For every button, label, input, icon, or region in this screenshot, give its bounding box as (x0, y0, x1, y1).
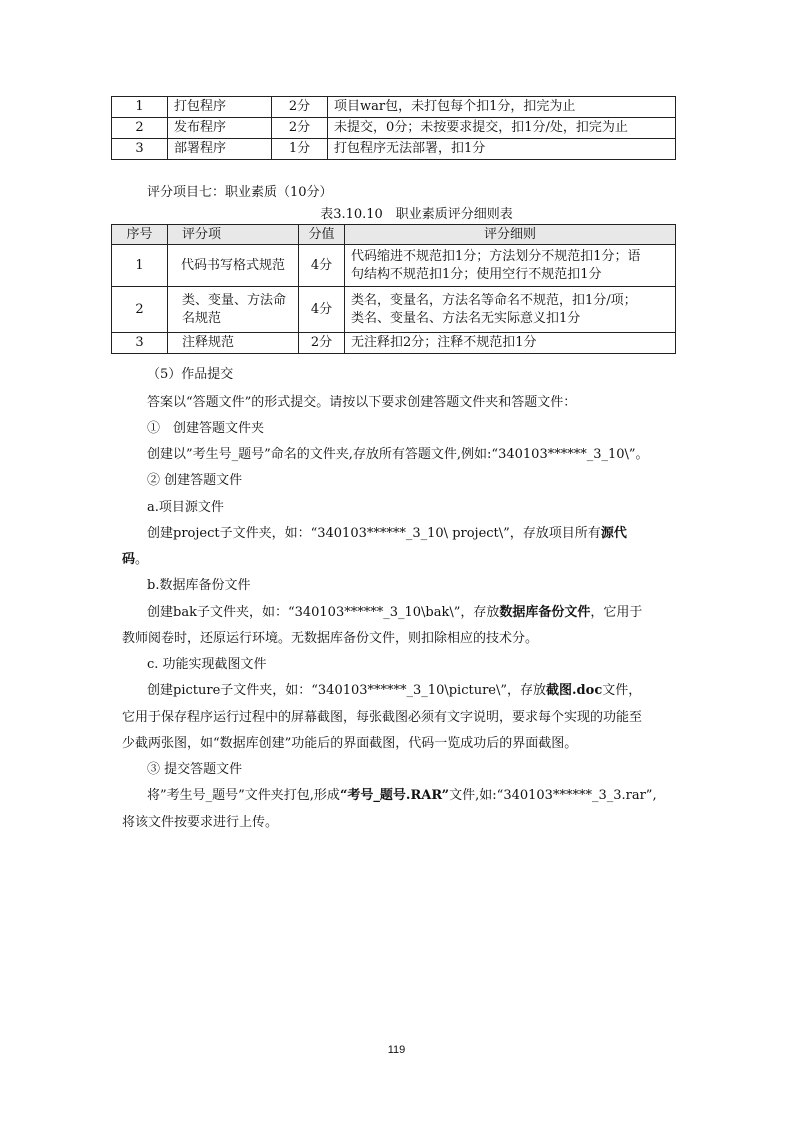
s3-pre: 将”考生号_题号”文件夹打包,形成 (147, 788, 340, 803)
detail-line: 代码缩进不规范扣1分；方法划分不规范扣1分；语 (351, 248, 641, 264)
c-text-bold: 截图.doc (546, 683, 603, 698)
header-detail: 评分细则 (345, 225, 676, 245)
b-text-bold: 数据库备份文件 (499, 605, 591, 620)
section-heading-7: 评分项目七：职业素质（10分） (147, 185, 333, 200)
header-score: 分值 (299, 225, 345, 245)
a-text-end: 。 (135, 552, 149, 567)
a-text-bold2: 码 (122, 552, 136, 567)
table-row (112, 97, 676, 118)
table-header-row (112, 225, 676, 245)
table-professional-quality (111, 224, 676, 354)
a-text-pre: 创建project子文件夹，如：“340103******_3_10\ project\”，存放项目所有 (147, 526, 601, 541)
detail-line: 句结构不规范扣1分；使用空行不规范扣1分 (351, 266, 602, 282)
cell-no: 3 (112, 333, 168, 354)
table-caption: 表3.10.10 职业素质评分细则表 (320, 207, 513, 222)
item-line: 名规范 (182, 310, 222, 326)
cell-score: 1分 (272, 139, 328, 160)
cell-detail (345, 287, 676, 333)
cell-no: 2 (112, 287, 168, 333)
table-row (112, 139, 676, 160)
step3-text-l2: 将该文件按要求进行上传。 (122, 815, 279, 830)
detail-line: 类名，变量名，方法名等命名不规范，扣1分/项； (351, 292, 637, 308)
step3-text (147, 787, 657, 805)
step1-heading: ① 创建答题文件夹 (147, 421, 265, 436)
table-row (112, 333, 676, 354)
cell-score: 2分 (272, 118, 328, 139)
cell-detail: 打包程序无法部署，扣1分 (328, 139, 676, 160)
step1-text: 创建以”考生号_题号”命名的文件夹,存放所有答题文件,例如:“340103******_3_10\”。 (147, 447, 649, 462)
table-row (112, 118, 676, 139)
table-packaging (111, 96, 676, 160)
c-text-post: 文件， (602, 683, 642, 698)
a-text-cont (122, 551, 148, 569)
page-number: 119 (387, 1044, 406, 1056)
cell-score: 2分 (299, 333, 345, 354)
table-row (112, 287, 676, 333)
step3-heading: ③ 提交答题文件 (147, 762, 243, 777)
heading-submission: （5）作品提交 (147, 367, 234, 382)
cell-item: 注释规范 (168, 333, 299, 354)
paragraph-intro: 答案以“答题文件”的形式提交。请按以下要求创建答题文件夹和答题文件： (147, 395, 577, 410)
header-item: 评分项 (168, 225, 299, 245)
cell-score: 2分 (272, 97, 328, 118)
step2-heading: ② 创建答题文件 (147, 473, 243, 488)
a-text (147, 525, 627, 543)
cell-no: 1 (112, 245, 168, 287)
cell-detail: 项目war包，未打包每个扣1分，扣完为止 (328, 97, 676, 118)
cell-no: 1 (112, 97, 168, 118)
item-line: 类、变量、方法命 (182, 292, 287, 308)
cell-item (168, 287, 299, 333)
cell-score: 4分 (299, 287, 345, 333)
cell-item: 打包程序 (168, 97, 272, 118)
c-text-pre: 创建picture子文件夹，如：“340103******_3_10\picture\”，存放 (147, 683, 547, 698)
a-title: a.项目源文件 (147, 500, 224, 515)
cell-no: 2 (112, 118, 168, 139)
s3-post: 文件,如:“340103******_3_3.rar”, (449, 788, 657, 803)
b-text-post: ，它用于 (590, 605, 643, 620)
cell-no: 3 (112, 139, 168, 160)
table-row (112, 245, 676, 287)
c-text (147, 682, 641, 700)
c-title: c. 功能实现截图文件 (147, 657, 267, 672)
cell-item: 代码书写格式规范 (168, 245, 299, 287)
cell-detail (345, 245, 676, 287)
cell-item: 部署程序 (168, 139, 272, 160)
s3-bold: “考号_题号.RAR” (339, 788, 450, 803)
c-text-l2: 它用于保存程序运行过程中的屏幕截图，每张截图必须有文字说明，要求每个实现的功能至 (122, 710, 643, 725)
b-text-l2: 教师阅卷时，还原运行环境。无数据库备份文件，则扣除相应的技术分。 (122, 631, 539, 646)
b-text-pre: 创建bak子文件夹，如：“340103******_3_10\bak\”，存放 (147, 605, 500, 620)
c-text-l3: 少截两张图，如“数据库创建”功能后的界面截图，代码一览成功后的界面截图。 (122, 736, 578, 751)
detail-line: 类名、变量名、方法名无实际意义扣1分 (351, 310, 581, 326)
cell-detail: 无注释扣2分；注释不规范扣1分 (345, 333, 676, 354)
header-no: 序号 (112, 225, 168, 245)
cell-detail: 未提交，0分；未按要求提交，扣1分/处，扣完为止 (328, 118, 676, 139)
cell-score: 4分 (299, 245, 345, 287)
b-text (147, 604, 642, 622)
b-title: b.数据库备份文件 (147, 578, 251, 593)
cell-item: 发布程序 (168, 118, 272, 139)
a-text-bold: 源代 (600, 526, 627, 541)
